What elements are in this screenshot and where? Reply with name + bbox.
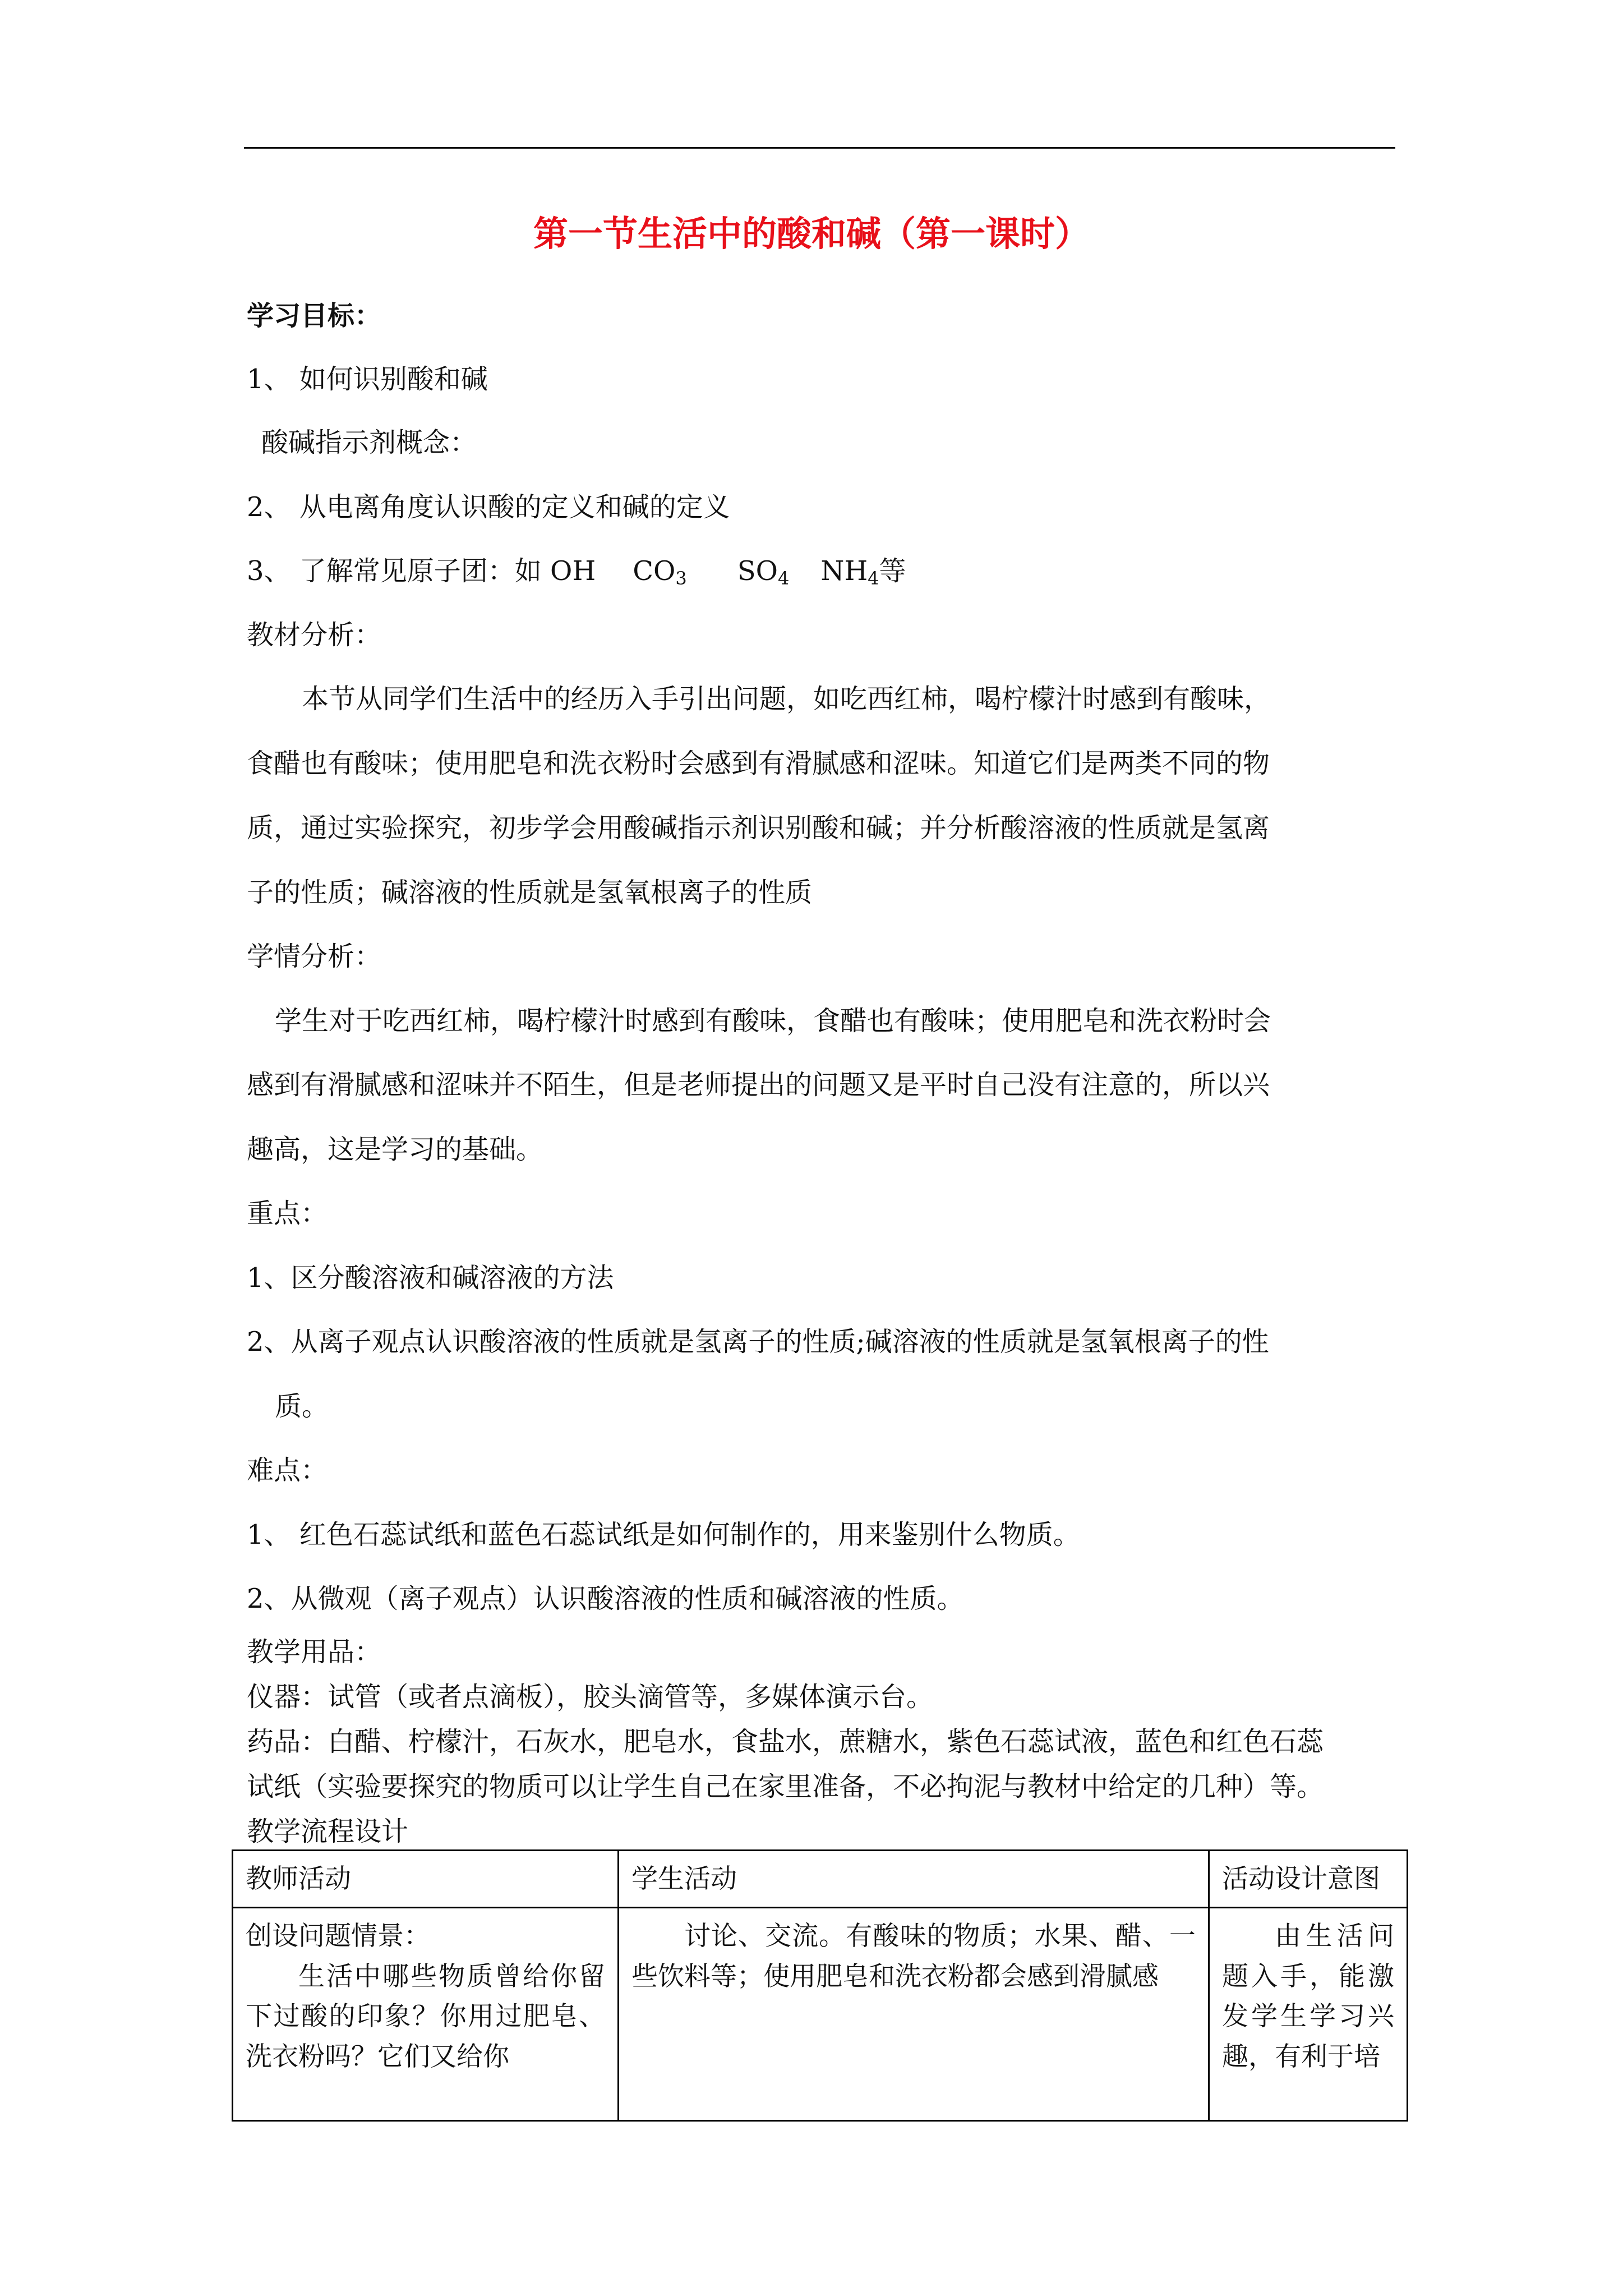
teacher-activity-body: 生活中哪些物质曾给你留下过酸的印象？你用过肥皂、洗衣粉吗？它们又给你 xyxy=(246,1961,605,2072)
flow-heading: 教学流程设计 xyxy=(247,1816,409,1847)
formula-co-sub: 3 xyxy=(675,568,687,589)
objective-3-suffix: 等 xyxy=(879,555,906,587)
header-teacher-activity: 教师活动 xyxy=(233,1851,619,1908)
objective-1-sub: 酸碱指示剂概念： xyxy=(261,427,477,458)
objective-3 xyxy=(247,555,906,588)
teacher-activity-title: 创设问题情景： xyxy=(246,1921,430,1952)
material-line: 食醋也有酸味；使用肥皂和洗衣粉时会感到有滑腻感和涩味。知道它们是两类不同的物 xyxy=(247,748,1270,779)
header-rule xyxy=(244,147,1395,149)
student-line: 感到有滑腻感和涩味并不陌生，但是老师提出的问题又是平时自己没有注意的，所以兴 xyxy=(247,1069,1270,1101)
key-heading: 重点： xyxy=(247,1198,328,1229)
instruments-line: 仪器：试管（或者点滴板），胶头滴管等，多媒体演示台。 xyxy=(247,1681,934,1713)
page-title: 第一节生活中的酸和碱（第一课时） xyxy=(533,213,1090,254)
header-student-activity: 学生活动 xyxy=(619,1851,1209,1908)
difficulty-1: 1、 红色石蕊试纸和蓝色石蕊试纸是如何制作的，用来鉴别什么物质。 xyxy=(247,1519,1080,1550)
key-point-2-cont: 质。 xyxy=(275,1391,329,1422)
objectives-heading: 学习目标： xyxy=(247,300,382,332)
formula-so: SO xyxy=(737,555,778,587)
student-line: 学生对于吃西红柿，喝柠檬汁时感到有酸味，食醋也有酸味；使用肥皂和洗衣粉时会 xyxy=(275,1005,1271,1037)
objective-2: 2、 从电离角度认识酸的定义和碱的定义 xyxy=(247,491,730,523)
material-line: 质，通过实验探究，初步学会用酸碱指示剂识别酸和碱；并分析酸溶液的性质就是氢离 xyxy=(247,812,1270,844)
reagents-line: 药品：白醋、柠檬汁，石灰水，肥皂水，食盐水，蔗糖水，紫色石蕊试液，蓝色和红色石蕊 xyxy=(247,1726,1324,1757)
table-row xyxy=(233,1908,1408,2121)
difficulty-heading: 难点： xyxy=(247,1455,328,1486)
student-heading: 学情分析： xyxy=(247,941,382,972)
difficulty-2: 2、从微观（离子观点）认识酸溶液的性质和碱溶液的性质。 xyxy=(247,1583,964,1614)
material-line: 本节从同学们生活中的经历入手引出问题，如吃西红柿，喝柠檬汁时感到有酸味， xyxy=(302,683,1271,715)
student-line: 趣高，这是学习的基础。 xyxy=(247,1134,543,1165)
objective-3-prefix: 3、 了解常见原子团：如 OH xyxy=(247,555,596,587)
table-header-row xyxy=(233,1851,1408,1908)
design-intent-cell: 由生活问题入手，能激发学生学习兴趣，有利于培 xyxy=(1209,1908,1408,2121)
objective-1: 1、 如何识别酸和碱 xyxy=(247,364,488,395)
material-line: 子的性质；碱溶液的性质就是氢氧根离子的性质 xyxy=(247,877,813,908)
formula-so-sub: 4 xyxy=(777,568,790,589)
student-activity-cell: 讨论、交流。有酸味的物质；水果、醋、一些饮料等；使用肥皂和洗衣粉都会感到滑腻感 xyxy=(619,1908,1209,2121)
formula-co: CO xyxy=(633,555,676,587)
reagents-line: 试纸（实验要探究的物质可以让学生自己在家里准备，不必拘泥与教材中给定的几种）等。 xyxy=(247,1771,1324,1802)
teaching-flow-table xyxy=(232,1849,1408,2122)
key-point-1: 1、区分酸溶液和碱溶液的方法 xyxy=(247,1262,614,1294)
header-design-intent: 活动设计意图 xyxy=(1209,1851,1408,1908)
formula-nh-sub: 4 xyxy=(868,568,879,589)
formula-nh: NH xyxy=(820,555,868,587)
material-heading: 教材分析： xyxy=(247,619,382,651)
supplies-heading: 教学用品： xyxy=(247,1636,382,1668)
teacher-activity-cell xyxy=(233,1908,619,2121)
key-point-2: 2、从离子观点认识酸溶液的性质就是氢离子的性质;碱溶液的性质就是氢氧根离子的性 xyxy=(247,1326,1269,1358)
